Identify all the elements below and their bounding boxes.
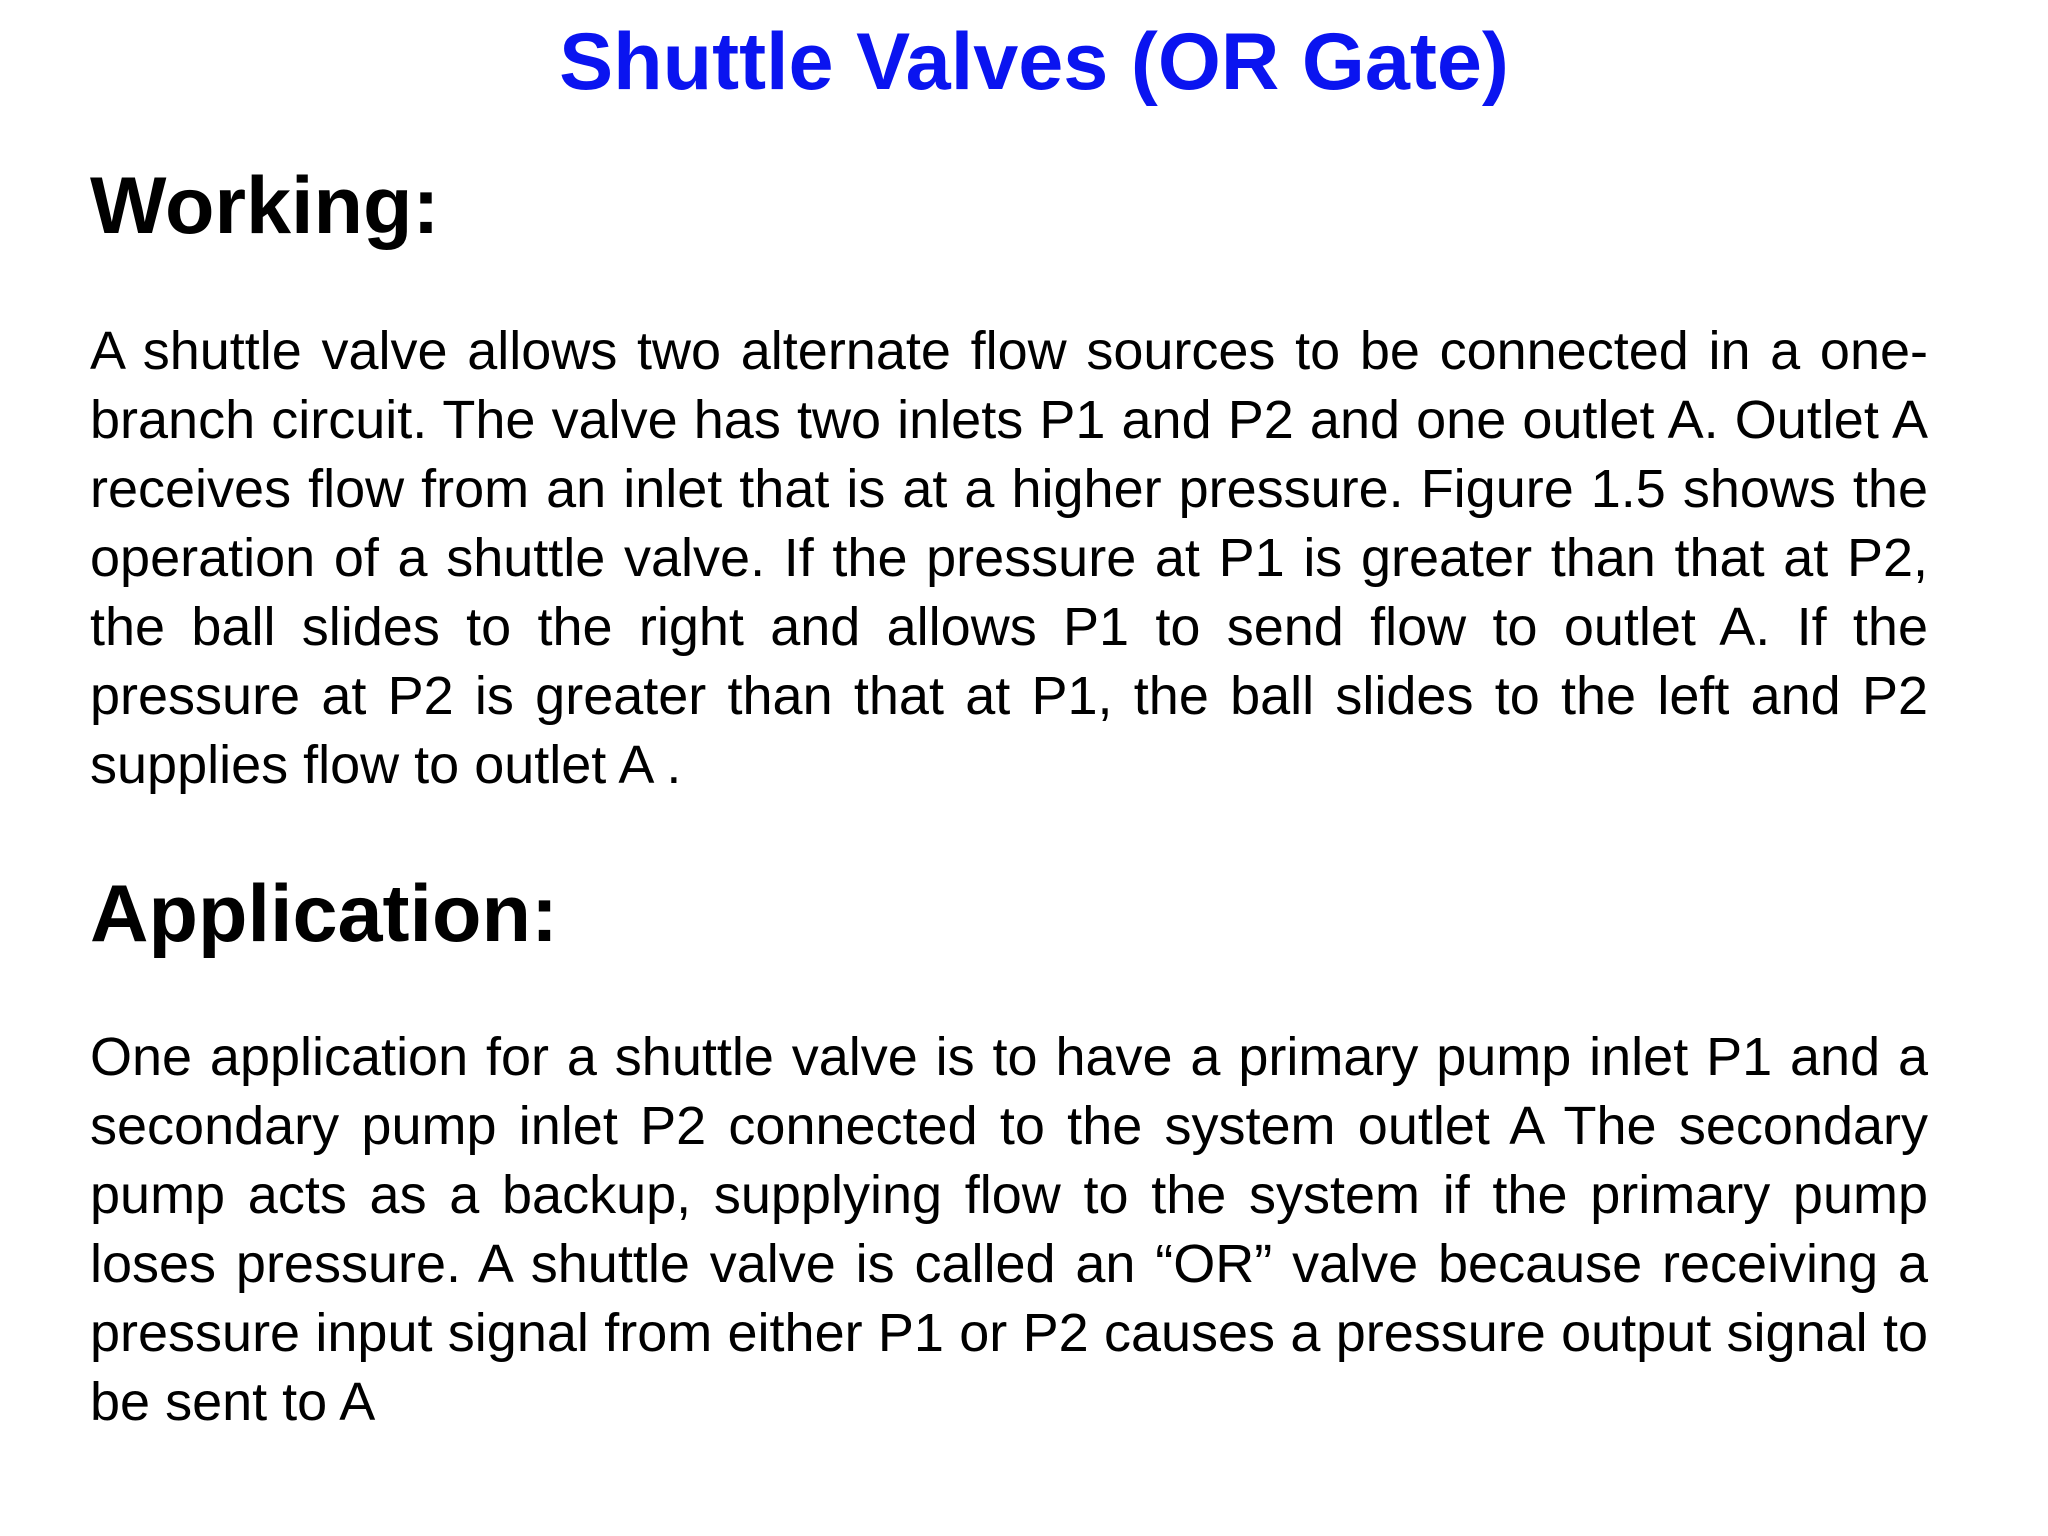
- working-heading: Working:: [90, 161, 440, 251]
- slide-title: Shuttle Valves (OR Gate): [559, 17, 1509, 107]
- application-paragraph: One application for a shuttle valve is to have a primary pump inlet P1 and a secondary pump inlet P2 connected to the system outlet A The secondary pump acts as a backup, supplying flow to the system if the primary pump loses pressure. A shuttle valve is called an “OR” valve because receiving a pressure input signal from either P1 or P2 causes a pressure output signal to be sent to A: [90, 1027, 1928, 1432]
- working-paragraph: A shuttle valve allows two alternate flow sources to be connected in a one-branch circuit. The valve has two inlets P1 and P2 and one outlet A. Outlet A receives flow from an inlet that is at a higher pressure. Figure 1.5 shows the operation of a shuttle valve. If the pressure at P1 is greater than that at P2, the ball slides to the right and allows P1 to send flow to outlet A. If the pressure at P2 is greater than that at P1, the ball slides to the left and P2 supplies flow to outlet A .: [90, 321, 1928, 795]
- application-heading: Application:: [90, 869, 558, 959]
